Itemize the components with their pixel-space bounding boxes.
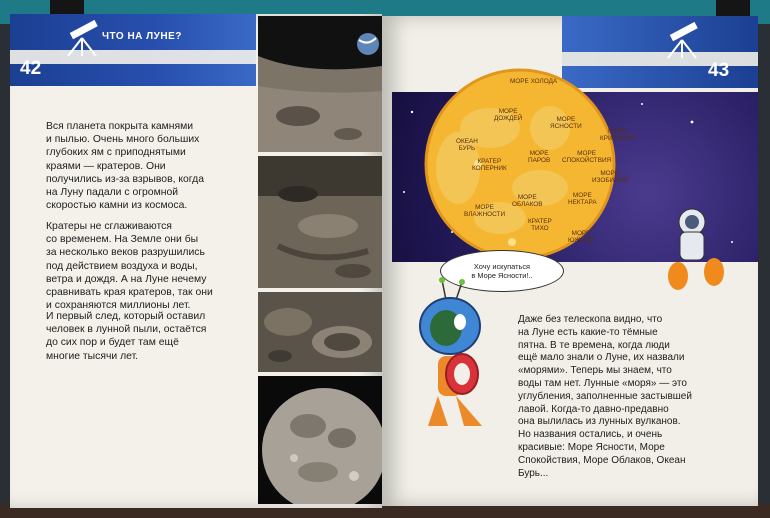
page-header [10,14,256,86]
speech-bubble: Хочу искупаться в Море Ясности!.. [440,250,564,292]
moon-label: МОРЕ ПАРОВ [528,150,551,165]
moon-label: МОРЕ ДОЖДЕЙ [494,108,523,123]
astronaut-illustration [652,202,732,297]
crater-field-photo [258,292,382,372]
right-paragraph: Даже без телескопа видно, что на Луне есть какие-то тёмные пятна. В те времена, когда люди ещё мало знали о Луне, их назвали «морями». Теперь мы знаем, что воды там нет. Лунные «моря» — это углубления, заполненные застывшей лавой. Когда-то давно-предавно она вылилась из лунных вулканов. Но названия остались, и очень красивые: Море Ясности, Море Спокойствия, Море Облаков, Океан Бурь... [518,314,692,479]
moon-label: ОКЕАН БУРЬ [456,138,478,153]
moon-label: МОРЕ ОБЛАКОВ [512,194,543,209]
left-paragraph-1: Вся планета покрыта камнями и пылью. Очень много больших глубоких ям с приподнятыми краями — кратеров. Они получились из-за взрывов, когда на Луну падали с огромной скоростью камни из космоса. [46,121,204,212]
chapter-title: ЧТО НА ЛУНЕ? [102,31,182,42]
left-page [10,14,382,508]
page-number: 43 [708,60,730,81]
moon-label: МОРЕ НЕКТАРА [568,192,597,207]
moon-label: КРАТЕР ТИХО [528,218,552,233]
header-stripe [10,50,256,64]
moon-label: МОРЕ ЮЖНОЕ [568,230,595,245]
page-number: 42 [20,58,42,79]
crater-closeup-photo [258,156,382,288]
left-paragraph-3: И первый след, который оставил человек в лунной пыли, остаётся до сих пор и будет там ещё многие тысячи лет. [46,311,207,362]
left-paragraph-2: Кратеры не сглаживаются со временем. На Земле они бы за несколько веков разрушились под действием воздуха и воды, ветра и дождя. А на Луне нечему сравнивать края кратеров, так они и сохраняются миллионы лет. [46,221,213,312]
earthrise-crater-photo [258,16,382,152]
moon-map-illustration [420,68,630,268]
telescope-icon [62,20,102,60]
moon-label: МОРЕ КРИЗИСОВ [600,128,635,143]
moon-label: МОРЕ ИЗОБИЛИЯ [592,170,628,185]
telescope-icon [662,22,702,62]
alien-character [402,276,502,441]
moon-label: МОРЕ ХОЛОДА [510,78,558,85]
moon-label: КРАТЕР КОПЕРНИК [472,158,507,173]
moon-label: МОРЕ СПОКОЙСТВИЯ [562,150,612,165]
moon-label: МОРЕ ЯСНОСТИ [550,116,582,131]
right-page [382,16,758,506]
full-moon-photo [258,376,382,504]
moon-label: МОРЕ ВЛАЖНОСТИ [464,204,506,219]
